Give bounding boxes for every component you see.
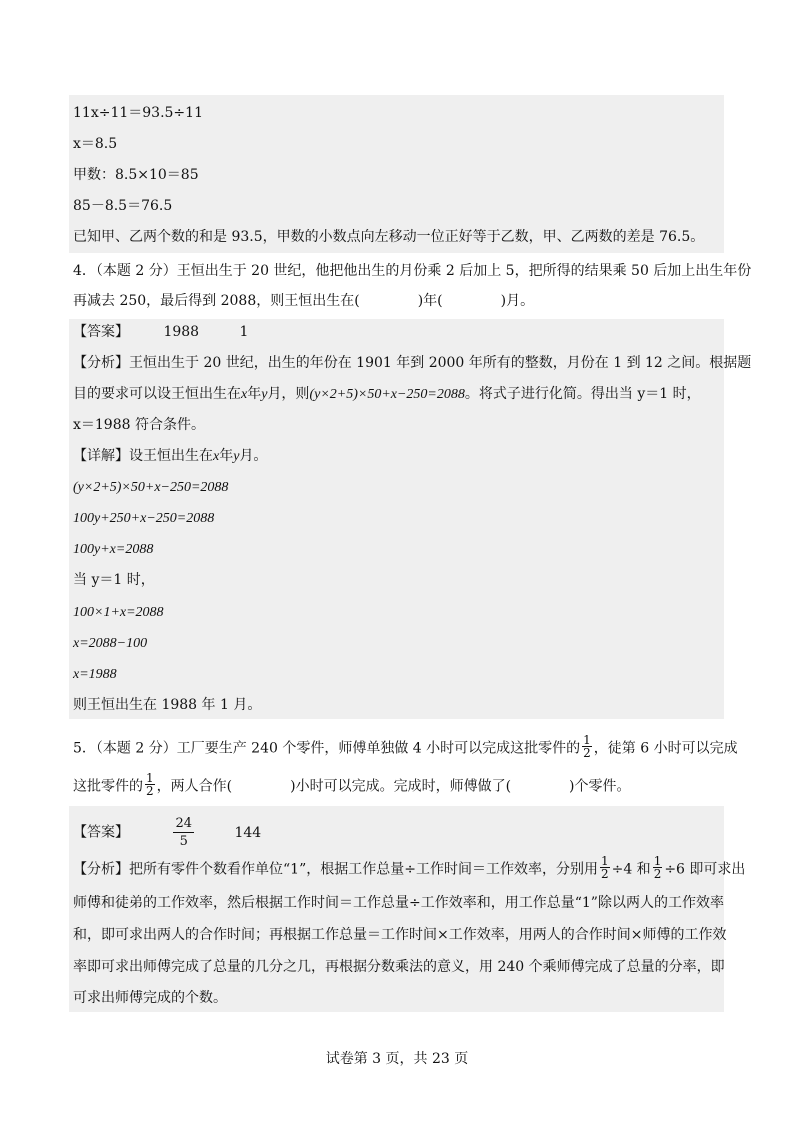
conclusion-text: 则王恒出生在 1988 年 1 月。 (73, 697, 262, 713)
fraction-half: $\frac{1}{2}$ (653, 854, 662, 881)
equation-line: x=1988 (73, 667, 117, 682)
detail-line: 【详解】设王恒出生在x年y月。 (73, 448, 268, 464)
answer-label: 【答案】 (73, 324, 129, 340)
page-footer: 试卷第 3 页，共 23 页 (325, 1051, 469, 1067)
equation-line: 100y+x=2088 (73, 542, 154, 557)
analysis-line: 可求出师傅完成的个数。 (73, 990, 227, 1006)
analysis-label: 【分析】 (73, 861, 129, 878)
answer-value: 1988 (163, 324, 200, 340)
answer-line (73, 323, 248, 341)
question-5-text-line2: 这批零件的 $\frac{1}{2}$ ，两人合作( )小时可以完成。完成时，师傅做了( )个零件。 (73, 771, 631, 798)
analysis-line: 和，即可求出两人的合作时间；再根据工作总量＝工作时间×工作效率，用两人的合作时间×师傅的工作效 (73, 927, 727, 943)
fraction-half: $\frac{1}{2}$ (583, 733, 591, 760)
answer-fraction: $\frac{24}{5}$ (175, 816, 192, 849)
answer-line (73, 815, 261, 850)
answer-value: 144 (234, 824, 262, 841)
analysis-line: 师傅和徒弟的工作效率，然后根据工作时间＝工作总量÷工作效率和，用工作总量“1”除以两人的工作效率 (73, 895, 724, 911)
conclusion-text: 已知甲、乙两个数的和是 93.5，甲数的小数点向左移动一位正好等于乙数，甲、乙两数的差是 76.5。 (73, 229, 705, 245)
question-4-text: 4．（本题 2 分）王恒出生于 20 世纪，他把他出生的月份乘 2 后加上 5，把所得的结果乘 50 后加上出生年份 (73, 263, 752, 279)
equation-line: x＝8.5 (73, 136, 118, 152)
answer-label: 【答案】 (73, 824, 129, 841)
analysis-line: 【分析】把所有零件个数看作单位“1”，根据工作总量÷工作时间＝工作效率，分别用 $\frac{1}{2}$ ÷4 和 $\frac{1}{2}$ ÷6 即可求出 (73, 854, 746, 881)
answer-value: 1 (239, 324, 249, 340)
equation-line: 100y+250+x−250=2088 (73, 511, 215, 526)
equation-line: x=2088−100 (73, 636, 148, 651)
condition-text: 当 y＝1 时， (73, 572, 155, 588)
fraction-half: $\frac{1}{2}$ (146, 771, 154, 798)
fraction-half: $\frac{1}{2}$ (600, 854, 609, 881)
analysis-line: 目的要求可以设王恒出生在x年y月，则(y×2+5)×50+x−250=2088。将式子进行化简。得出当 y＝1 时， (73, 386, 701, 402)
analysis-line: x＝1988 符合条件。 (73, 417, 205, 433)
equation-line: 11x÷11＝93.5÷11 (73, 105, 203, 121)
equation-line: 甲数：8.5×10＝85 (73, 167, 199, 183)
analysis-label: 【分析】 (73, 355, 129, 371)
equation-line: (y×2+5)×50+x−250=2088 (73, 480, 229, 495)
formula: (y×2+5)×50+x−250=2088 (309, 387, 465, 402)
equation-line: 100×1+x=2088 (73, 605, 164, 620)
equation-line: 85－8.5＝76.5 (73, 198, 173, 214)
question-4-text-line2: 再减去 250，最后得到 2088，则王恒出生在( )年( )月。 (73, 293, 535, 309)
question-5-text: 5．（本题 2 分）工厂要生产 240 个零件，师傅单独做 4 小时可以完成这批零件的 $\frac{1}{2}$ ，徒第 6 小时可以完成 (73, 733, 738, 760)
analysis-line: 【分析】王恒出生于 20 世纪，出生的年份在 1901 年到 2000 年所有的整数，月份在 1 到 12 之间。根据题 (73, 355, 752, 371)
detail-label: 【详解】 (73, 448, 129, 464)
analysis-line: 率即可求出师傅完成了总量的几分之几，再根据分数乘法的意义，用 240 个乘师傅完成了总量的分率，即 (73, 959, 725, 975)
